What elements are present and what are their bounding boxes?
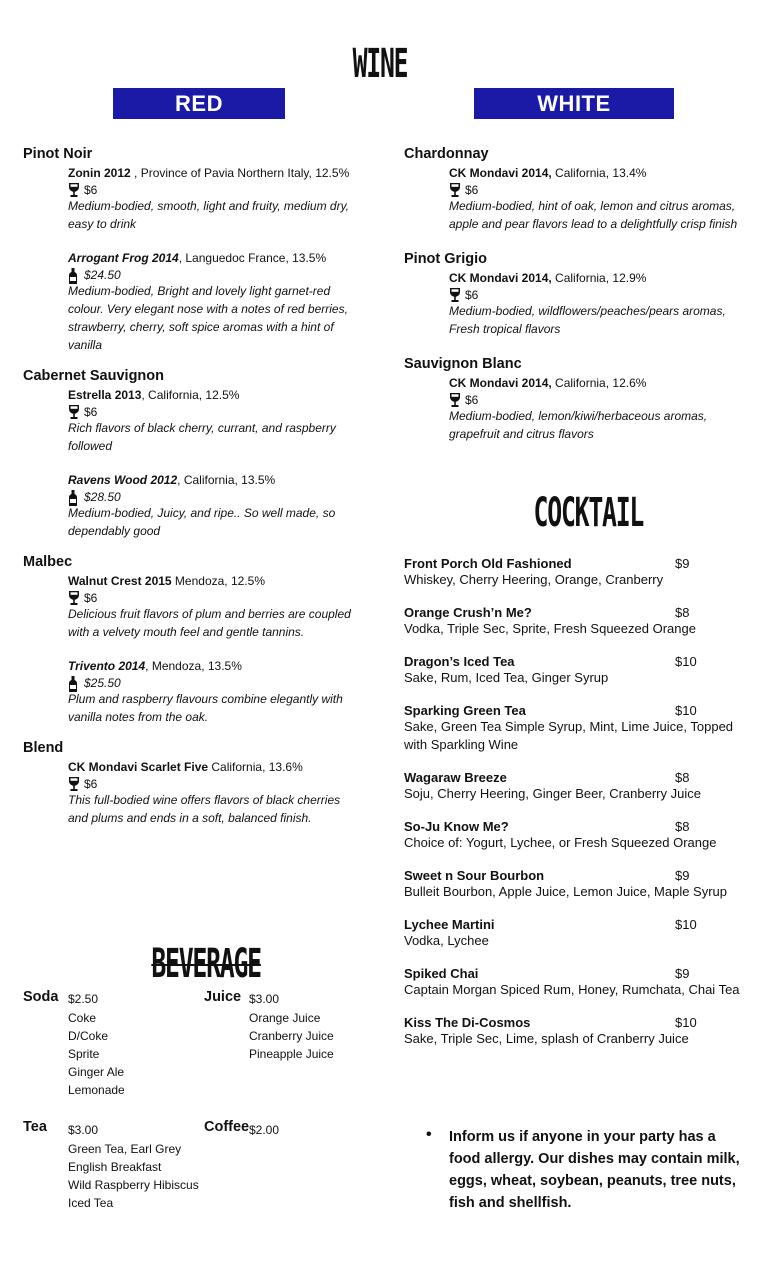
price-value: $6 (465, 288, 479, 302)
beverage-item: D/Coke (68, 1029, 109, 1043)
wine-name-bold: Zonin 2012 (68, 166, 131, 180)
cocktail-name: Sweet n Sour Bourbon (404, 868, 545, 883)
wine-glass-icon (449, 183, 461, 197)
wine-description: Plum and raspberry flavours combine elegantly with vanilla notes from the oak. (68, 692, 343, 724)
wine-detail: California, 13.4% (551, 166, 647, 180)
wine-name-bold: CK Mondavi Scarlet Five (68, 760, 209, 774)
price-value: $6 (84, 405, 98, 419)
beverage-item: Coke (68, 1011, 97, 1025)
wine-entry (404, 376, 744, 443)
wine-price (68, 268, 358, 282)
wine-description: Medium-bodied, hint of oak, lemon and citrus aromas, apple and pear flavors lead to a delightfully crisp finish (449, 199, 738, 231)
beverage-title: BEVERAGE (151, 941, 261, 987)
bottle-icon (68, 268, 80, 282)
wine-name (68, 659, 358, 673)
wine-price (68, 777, 358, 791)
wine-title: WINE (352, 41, 408, 87)
wine-glass-icon (68, 591, 80, 605)
red-wine-list (23, 146, 358, 827)
wine-description: Medium-bodied, Juicy, and ripe.. So well made, so dependably good (68, 506, 336, 538)
cocktail-name: Sparking Green Tea (404, 703, 526, 718)
wine-detail: , Languedoc France, 13.5% (178, 251, 327, 265)
wine-glass-icon (68, 405, 80, 419)
wine-price (68, 405, 358, 419)
soda-label: Soda (23, 989, 59, 1005)
coffee-label: Coffee (204, 1119, 250, 1135)
price-value: $25.50 (84, 676, 121, 690)
wine-price (449, 288, 744, 302)
coffee-price: $2.00 (249, 1123, 280, 1137)
cocktail-price: $9 (675, 556, 690, 571)
wine-detail: , California, 12.5% (141, 388, 240, 402)
wine-price (68, 183, 358, 197)
price-value: $24.50 (84, 268, 121, 282)
cocktail-price: $10 (675, 1015, 697, 1030)
cocktail-price: $8 (675, 819, 690, 834)
cocktail-price: $10 (675, 654, 697, 669)
juice-price: $3.00 (249, 992, 280, 1006)
cocktail-name: Front Porch Old Fashioned (404, 556, 572, 571)
wine-glass-icon (449, 288, 461, 302)
wine-description: Delicious fruit flavors of plum and berries are coupled with a velvety mouth feel and gentle tannins. (68, 607, 351, 639)
wine-entry (404, 166, 744, 233)
soda-price: $2.50 (68, 992, 99, 1006)
wine-description: Rich flavors of black cherry, currant, and raspberry followed (68, 421, 336, 453)
wine-entry (23, 473, 358, 540)
wine-price (68, 490, 358, 504)
cocktail-name: Lychee Martini (404, 917, 495, 932)
cocktail-ingredients: Sake, Triple Sec, Lime, splash of Cranberry Juice (404, 1031, 689, 1046)
beverage-item: English Breakfast (68, 1160, 162, 1174)
wine-detail: California, 13.6% (208, 760, 303, 774)
cocktail-item (404, 703, 744, 754)
bottle-icon (68, 490, 80, 504)
wine-description: Medium-bodied, smooth, light and fruity, medium dry, easy to drink (68, 199, 350, 231)
wine-description: Medium-bodied, lemon/kiwi/herbaceous aromas, grapefruit and citrus flavors (449, 409, 708, 441)
wine-price (68, 591, 358, 605)
cocktail-price: $8 (675, 605, 690, 620)
cocktail-item (404, 819, 744, 852)
wine-name-bold: CK Mondavi 2014, (449, 376, 552, 390)
cocktail-ingredients: Captain Morgan Spiced Rum, Honey, Rumchata, Chai Tea (404, 982, 740, 997)
cocktail-ingredients: Vodka, Triple Sec, Sprite, Fresh Squeezed Orange (404, 621, 696, 636)
beverage-item: Cranberry Juice (249, 1029, 334, 1043)
wine-name-bold: Arrogant Frog 2014 (68, 251, 179, 265)
cocktail-name: Wagaraw Breeze (404, 770, 507, 785)
wine-entry (23, 166, 358, 233)
beverage-item: Pineapple Juice (249, 1047, 334, 1061)
wine-category: Pinot Grigio (404, 251, 487, 267)
wine-name (449, 166, 744, 180)
wine-glass-icon (68, 183, 80, 197)
cocktail-price: $9 (675, 868, 690, 883)
wine-category: Blend (23, 740, 64, 756)
price-value: $6 (84, 777, 98, 791)
beverage-item: Orange Juice (249, 1011, 321, 1025)
wine-detail: , Province of Pavia Northern Italy, 12.5% (130, 166, 350, 180)
wine-price (68, 676, 358, 690)
wine-price (449, 393, 744, 407)
wine-detail: , Mendoza, 13.5% (145, 659, 242, 673)
price-value: $28.50 (84, 490, 121, 504)
cocktail-ingredients: Sake, Green Tea Simple Syrup, Mint, Lime Juice, Topped with Sparkling Wine (404, 719, 734, 752)
juice-items (249, 1009, 334, 1063)
allergy-notice: Inform us if anyone in your party has a food allergy. Our dishes may contain milk, eggs, wheat, soybean, peanuts, tree nuts, fish and shellfish. (449, 1129, 740, 1211)
wine-category: Cabernet Sauvignon (23, 368, 164, 384)
wine-entry (23, 574, 358, 641)
wine-name (449, 376, 744, 390)
wine-category: Pinot Noir (23, 146, 93, 162)
cocktail-name: Kiss The Di-Cosmos (404, 1015, 531, 1030)
price-value: $6 (84, 183, 98, 197)
tea-label: Tea (23, 1119, 47, 1135)
wine-glass-icon (449, 393, 461, 407)
beverage-item: Ginger Ale (68, 1065, 125, 1079)
cocktail-item (404, 868, 744, 901)
white-wine-list (404, 146, 744, 443)
wine-detail: , California, 13.5% (177, 473, 276, 487)
cocktail-item (404, 556, 744, 589)
wine-category: Sauvignon Blanc (404, 356, 522, 372)
wine-name-bold: Ravens Wood 2012 (68, 473, 178, 487)
tea-items (68, 1140, 199, 1212)
wine-detail: California, 12.9% (551, 271, 647, 285)
wine-description: Medium-bodied, Bright and lovely light garnet-red colour. Very elegant nose with a notes of red berries, strawberry, cherry, soft spice aromas with a hint of vanilla (68, 284, 348, 352)
cocktail-name: Spiked Chai (404, 966, 479, 981)
wine-description: This full-bodied wine offers flavors of black cherries and plums and ends in a soft, balanced finish. (68, 793, 341, 825)
wine-name (68, 473, 358, 487)
wine-name-bold: CK Mondavi 2014, (449, 271, 552, 285)
bottle-icon (68, 676, 80, 690)
cocktail-price: $8 (675, 770, 690, 785)
wine-entry (404, 271, 744, 338)
wine-price (449, 183, 744, 197)
cocktail-price: $10 (675, 703, 697, 718)
cocktail-ingredients: Vodka, Lychee (404, 933, 489, 948)
wine-detail: Mendoza, 12.5% (171, 574, 265, 588)
wine-name (68, 251, 358, 265)
wine-name-bold: Trivento 2014 (68, 659, 146, 673)
beverage-item: Wild Raspberry Hibiscus (68, 1178, 199, 1192)
price-value: $6 (465, 183, 479, 197)
cocktail-item (404, 966, 744, 999)
wine-detail: California, 12.6% (551, 376, 647, 390)
wine-entry (23, 760, 358, 827)
wine-name-bold: Walnut Crest 2015 (68, 574, 172, 588)
beverage-item: Green Tea, Earl Grey (68, 1142, 182, 1156)
beverage-item: Lemonade (68, 1083, 125, 1097)
tea-price: $3.00 (68, 1123, 99, 1137)
cocktail-ingredients: Whiskey, Cherry Heering, Orange, Cranberry (404, 572, 664, 587)
wine-entry (23, 388, 358, 455)
wine-name (68, 166, 358, 180)
wine-name (68, 388, 358, 402)
cocktail-item (404, 917, 744, 950)
wine-category: Malbec (23, 554, 73, 570)
cocktail-title: COCKTAIL (533, 490, 644, 536)
cocktail-item (404, 605, 744, 638)
beverage-item: Sprite (68, 1047, 100, 1061)
beverage-item: Iced Tea (68, 1196, 114, 1210)
white-banner: WHITE (474, 88, 674, 119)
bullet-icon: • (426, 1126, 432, 1143)
wine-glass-icon (68, 777, 80, 791)
cocktail-item (404, 770, 744, 803)
wine-name-bold: CK Mondavi 2014, (449, 166, 552, 180)
price-value: $6 (84, 591, 98, 605)
cocktail-name: So-Ju Know Me? (404, 819, 509, 834)
juice-label: Juice (204, 989, 242, 1005)
cocktail-price: $10 (675, 917, 697, 932)
cocktail-list (404, 556, 744, 1064)
wine-name (68, 760, 358, 774)
cocktail-item (404, 654, 744, 687)
cocktail-ingredients: Choice of: Yogurt, Lychee, or Fresh Squeezed Orange (404, 835, 717, 850)
cocktail-ingredients: Soju, Cherry Heering, Ginger Beer, Cranberry Juice (404, 786, 701, 801)
price-value: $6 (465, 393, 479, 407)
wine-name (449, 271, 744, 285)
wine-name (68, 574, 358, 588)
wine-description: Medium-bodied, wildflowers/peaches/pears aromas, Fresh tropical flavors (449, 304, 726, 336)
cocktail-item (404, 1015, 744, 1048)
wine-category: Chardonnay (404, 146, 489, 162)
soda-items (68, 1009, 125, 1099)
cocktail-ingredients: Bulleit Bourbon, Apple Juice, Lemon Juice, Maple Syrup (404, 884, 728, 899)
wine-entry (23, 659, 358, 726)
cocktail-name: Dragon’s Iced Tea (404, 654, 515, 669)
wine-entry (23, 251, 358, 354)
wine-name-bold: Estrella 2013 (68, 388, 142, 402)
red-banner: RED (113, 88, 285, 119)
cocktail-ingredients: Sake, Rum, Iced Tea, Ginger Syrup (404, 670, 609, 685)
cocktail-name: Orange Crush’n Me? (404, 605, 532, 620)
cocktail-price: $9 (675, 966, 690, 981)
